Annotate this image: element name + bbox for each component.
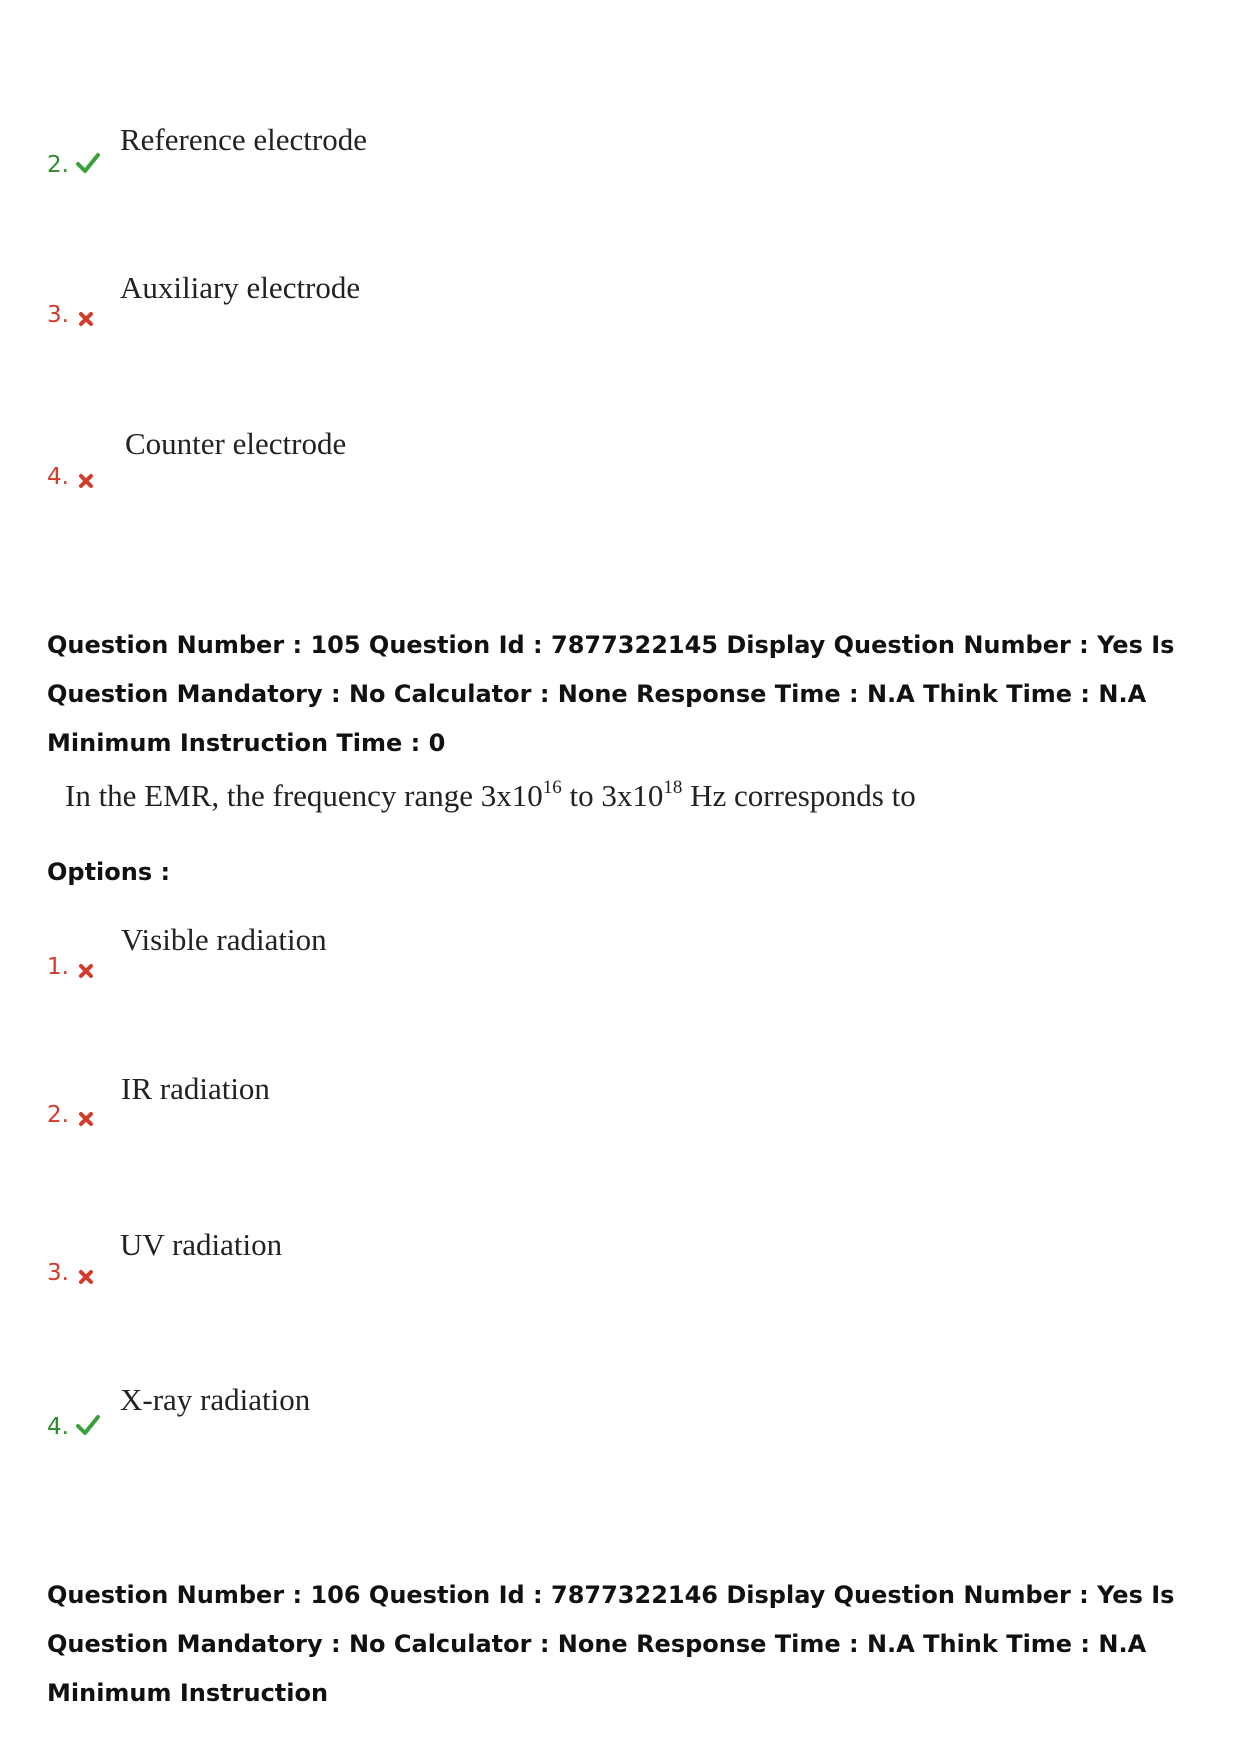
- check-icon: [76, 1414, 100, 1436]
- cross-icon: [78, 311, 94, 327]
- option-text: UV radiation: [120, 1227, 283, 1262]
- cross-icon: [78, 963, 94, 979]
- option-text: Reference electrode: [120, 122, 367, 157]
- check-icon: [76, 152, 100, 174]
- option-number: 2.: [47, 1102, 69, 1128]
- option-text: Auxiliary electrode: [120, 270, 361, 305]
- question-meta: Question Number : 105 Question Id : 7877322145 Display Question Number : Yes Is Question Mandatory : No Calculator : None Response Time : N.A Think Time : N.A Minimum Instruction Time : 0: [47, 631, 1175, 757]
- option-3: [0, 1226, 1240, 1316]
- option-number: 3.: [47, 302, 69, 328]
- option-text: X-ray radiation: [120, 1382, 311, 1417]
- option-3-prev: [0, 268, 1240, 358]
- exponent: 18: [663, 777, 683, 798]
- options-label: Options :: [47, 858, 171, 886]
- option-2: [0, 1068, 1240, 1158]
- option-1: [0, 920, 1240, 1010]
- option-4-prev: [0, 424, 1240, 514]
- exponent: 16: [542, 777, 562, 798]
- cross-icon: [78, 473, 94, 489]
- question-text-part: Hz corresponds to: [682, 778, 916, 813]
- option-number: 2.: [47, 152, 69, 178]
- question-text-part: In the EMR, the frequency range 3x10: [65, 778, 543, 813]
- option-number: 4.: [47, 464, 69, 490]
- option-number: 1.: [47, 954, 69, 980]
- option-4: [0, 1380, 1240, 1470]
- question-meta: Question Number : 106 Question Id : 7877322146 Display Question Number : Yes Is Question Mandatory : No Calculator : None Response Time : N.A Think Time : N.A Minimum Instruction: [47, 1581, 1175, 1707]
- option-text: IR radiation: [121, 1071, 270, 1106]
- option-2-prev: [0, 118, 1240, 208]
- option-number: 4.: [47, 1414, 69, 1440]
- cross-icon: [78, 1269, 94, 1285]
- option-text: Visible radiation: [121, 922, 327, 957]
- question-text-part: to 3x10: [561, 778, 664, 813]
- option-text: Counter electrode: [125, 426, 347, 461]
- question-text: [65, 778, 916, 814]
- cross-icon: [78, 1111, 94, 1127]
- option-number: 3.: [47, 1260, 69, 1286]
